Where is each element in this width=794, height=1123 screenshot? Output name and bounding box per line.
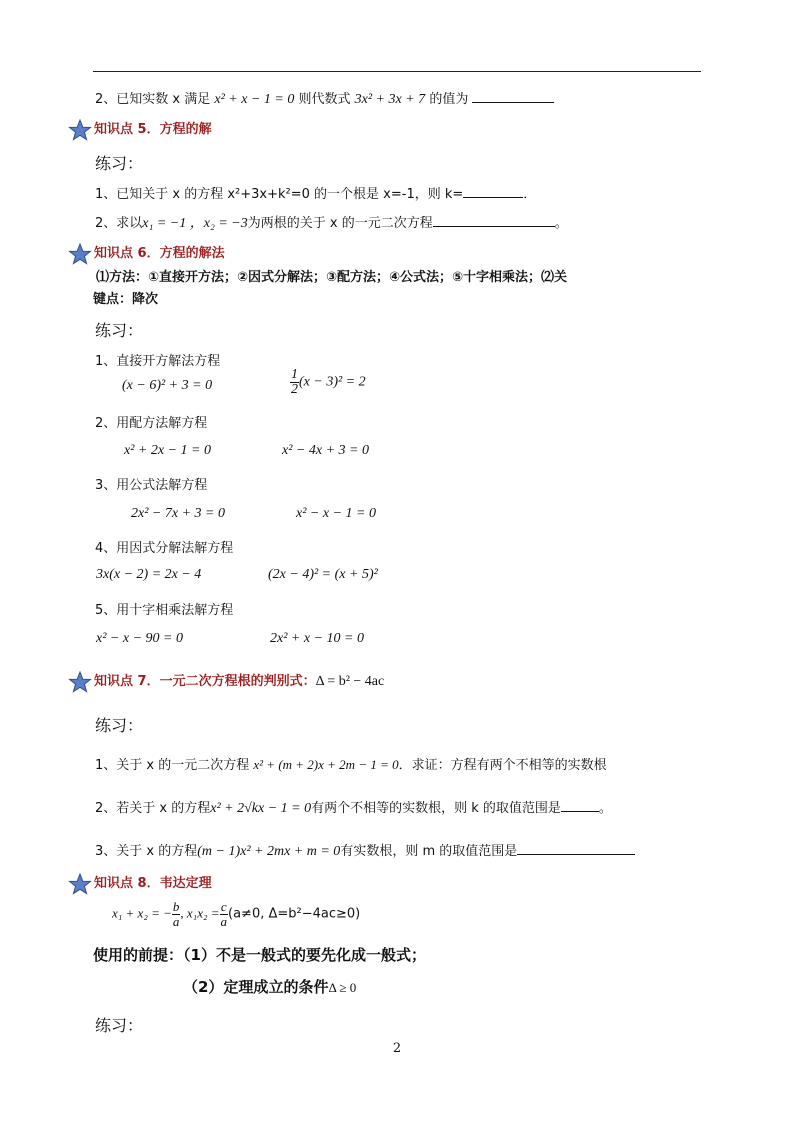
question-end: 。	[554, 216, 568, 231]
equation: (m − 1)x² + 2mx + m = 0	[197, 844, 341, 859]
answer-blank[interactable]	[433, 214, 555, 227]
section-heading-5	[68, 118, 212, 141]
fraction	[290, 368, 299, 397]
question-end: 。	[598, 801, 612, 816]
section-heading-8	[68, 872, 212, 895]
premise-text: （2）定理成立的条件	[183, 978, 329, 996]
practice-label: 练习：	[95, 716, 144, 735]
question-prefix: 2、求以	[95, 216, 143, 231]
question-prefix: 1、关于 x 的一元二次方程	[95, 758, 250, 773]
practice-label: 练习：	[95, 154, 144, 173]
denominator: a	[172, 914, 180, 929]
section-heading-7	[68, 670, 384, 693]
equation: x² + 2√kx − 1 = 0	[210, 801, 312, 816]
equation: x² + (m + 2)x + 2m − 1 = 0	[253, 757, 399, 772]
equation: 2x² + x − 10 = 0	[270, 631, 364, 646]
question-suffix: 的值为	[429, 92, 469, 107]
product-left: , x₁x₂ =	[180, 905, 220, 921]
equation: 2x² − 7x + 3 = 0	[131, 506, 225, 521]
practice-label: 练习：	[95, 1016, 144, 1035]
equation: x² − x − 1 = 0	[296, 506, 376, 521]
equation	[290, 368, 366, 397]
fraction	[220, 900, 229, 929]
expression: 3x² + 3x + 7	[354, 92, 426, 107]
question-text	[95, 88, 554, 108]
methods-text: ⑴方法：①直接开方法；②因式分解法；③配方法；④公式法；⑤十字相乘法；⑵关	[96, 270, 568, 285]
star-icon	[68, 873, 92, 895]
numerator: 1	[291, 367, 298, 382]
equation: x² + 2x − 1 = 0	[124, 443, 211, 458]
numerator: c	[220, 899, 227, 914]
exercise-title: 5、用十字相乘法解方程	[95, 603, 234, 618]
roots-expression: x₁ = −1 ，x₂ = −3	[142, 216, 248, 231]
sum-left: x₁ + x₂ = −	[112, 905, 172, 921]
answer-blank[interactable]	[517, 842, 635, 855]
page-number: 2	[392, 1041, 402, 1056]
answer-blank[interactable]	[472, 90, 554, 103]
equation-rest: (x − 3)² = 2	[299, 374, 366, 390]
question-prefix: 3、关于 x 的方程	[95, 844, 198, 859]
section-heading-6	[68, 242, 225, 265]
equation: (x − 6)² + 3 = 0	[122, 378, 213, 393]
question-prefix: 2、若关于 x 的方程	[95, 801, 211, 816]
equation: (2x − 4)² = (x + 5)²	[268, 567, 378, 582]
question-text	[95, 212, 568, 232]
key-point-text: 键点：降次	[93, 292, 159, 307]
question-end: ．	[523, 187, 537, 202]
condition: (a≠0, Δ=b²−4ac≥0)	[228, 906, 361, 922]
question-text	[95, 754, 607, 773]
question-suffix: 有实数根，则 m 的取值范围是	[340, 844, 518, 859]
discriminant-formula: Δ = b² − 4ac	[315, 674, 385, 689]
practice-label: 练习：	[95, 321, 144, 340]
heading-text: 知识点 6．方程的解法	[94, 246, 225, 261]
heading-text: 知识点 8．韦达定理	[94, 876, 212, 891]
answer-blank[interactable]	[463, 185, 523, 198]
numerator: b	[172, 899, 180, 914]
equation: x² − 4x + 3 = 0	[282, 443, 369, 458]
question-prefix: 2、已知实数 x 满足	[95, 92, 211, 107]
denominator: a	[220, 914, 228, 929]
question-suffix: ．求证：方程有两个不相等的实数根	[398, 758, 607, 773]
exercise-title: 1、直接开方解法方程	[95, 354, 221, 369]
vieta-formula	[112, 900, 360, 929]
question-suffix: 为两根的关于 x 的一元二次方程	[247, 216, 433, 231]
equation: x² + x − 1 = 0	[214, 92, 295, 107]
star-icon	[68, 119, 92, 141]
equation: 3x(x − 2) = 2x − 4	[96, 567, 202, 582]
question-suffix: 有两个不相等的实数根，则 k 的取值范围是	[311, 801, 561, 816]
equation: x² − x − 90 = 0	[96, 631, 183, 646]
question-middle: 则代数式	[298, 92, 351, 107]
heading-text: 知识点 5．方程的解	[94, 122, 212, 137]
question-text	[95, 797, 612, 817]
header-rule	[93, 71, 701, 72]
exercise-title: 2、用配方法解方程	[95, 416, 208, 431]
condition-formula: Δ ≥ 0	[328, 980, 357, 995]
question-text	[95, 840, 635, 860]
heading-text: 知识点 7．一元二次方程根的判别式：	[94, 674, 316, 689]
star-icon	[68, 243, 92, 265]
premise-line-2	[183, 976, 356, 997]
question-text	[95, 183, 536, 202]
premise-line-1: 使用的前提：（1）不是一般式的要先化成一般式；	[93, 946, 426, 964]
answer-blank[interactable]	[561, 799, 599, 812]
question-body: 1、已知关于 x 的方程 x²+3x+k²=0 的一个根是 x=-1，则 k=	[95, 187, 464, 202]
exercise-title: 4、用因式分解法解方程	[95, 541, 234, 556]
star-icon	[68, 671, 92, 693]
exercise-title: 3、用公式法解方程	[95, 478, 208, 493]
denominator: 2	[291, 382, 298, 397]
